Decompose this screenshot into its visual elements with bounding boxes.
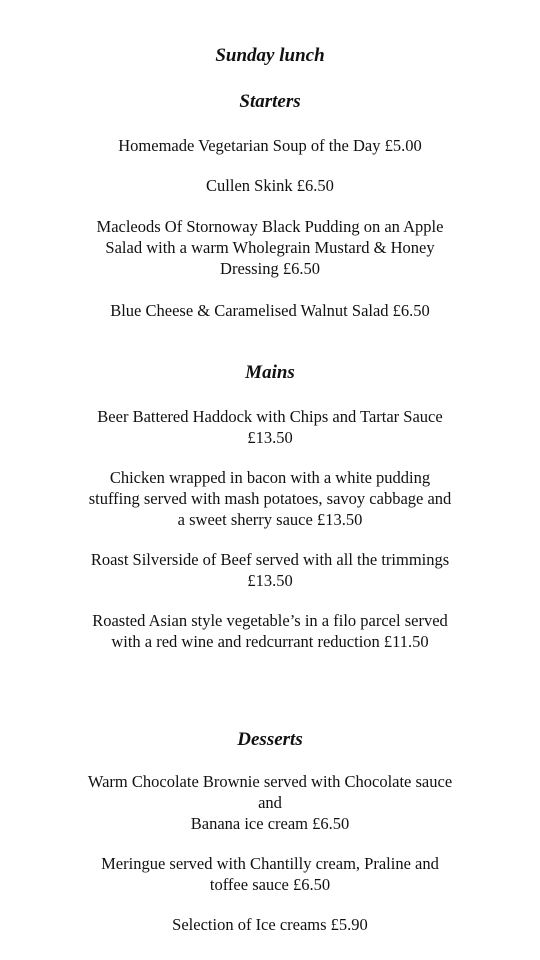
dessert-item: Meringue served with Chantilly cream, Praline and toffee sauce £6.50: [101, 854, 439, 894]
main-item: Roasted Asian style vegetable’s in a filo parcel served with a red wine and redcurrant reduction £11.50: [92, 611, 448, 651]
starter-item: Blue Cheese & Caramelised Walnut Salad £6.50: [110, 301, 430, 320]
mains-heading: Mains: [245, 362, 295, 383]
starter-item: Macleods Of Stornoway Black Pudding on an Apple Salad with a warm Wholegrain Mustard & Honey Dressing £6.50: [96, 217, 444, 278]
dessert-item: Warm Chocolate Brownie served with Chocolate sauce and Banana ice cream £6.50: [87, 772, 453, 833]
menu-title: Sunday lunch: [215, 45, 325, 66]
starter-item: Cullen Skink £6.50: [206, 176, 334, 195]
starters-heading: Starters: [239, 91, 301, 112]
main-item: Chicken wrapped in bacon with a white pudding stuffing served with mash potatoes, savoy cabbage and a sweet sherry sauce £13.50: [88, 468, 452, 529]
desserts-heading: Desserts: [237, 729, 303, 750]
dessert-item: Selection of Ice creams £5.90: [172, 915, 368, 934]
main-item: Beer Battered Haddock with Chips and Tartar Sauce £13.50: [97, 407, 443, 447]
main-item: Roast Silverside of Beef served with all the trimmings £13.50: [90, 550, 450, 590]
starter-item: Homemade Vegetarian Soup of the Day £5.00: [118, 136, 422, 155]
